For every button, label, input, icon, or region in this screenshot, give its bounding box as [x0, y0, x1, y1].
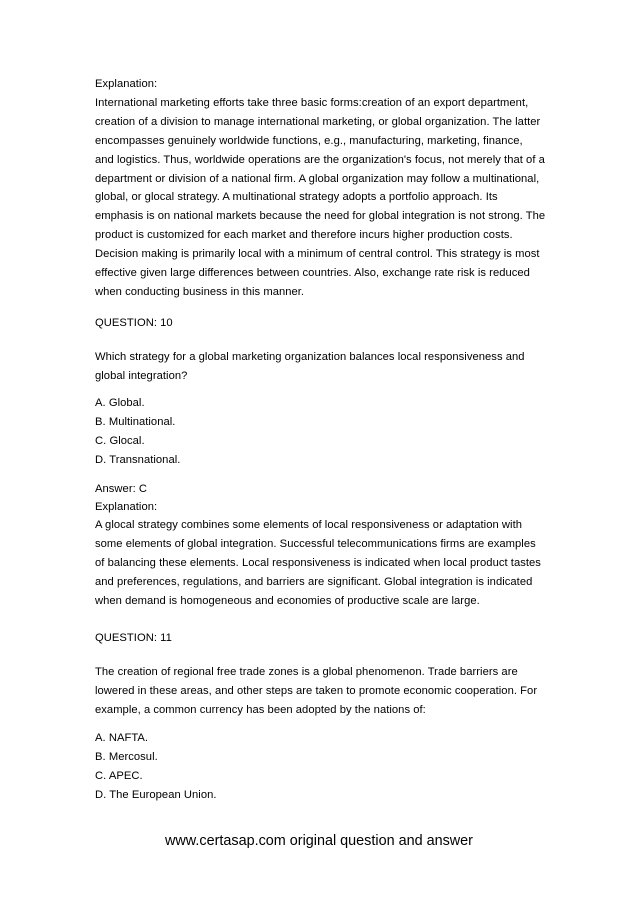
question-text-line: lowered in these areas, and other steps are taken to promote economic cooperation. For — [95, 685, 538, 697]
question-heading: QUESTION: 10 — [95, 317, 173, 329]
question-text-line: global integration? — [95, 370, 188, 382]
question-text-line: The creation of regional free trade zones is a global phenomenon. Trade barriers are — [95, 666, 518, 678]
explanation-line: when demand is homogeneous and economies of productive scale are large. — [95, 595, 480, 607]
explanation-line: global, or glocal strategy. A multinational strategy adopts a portfolio approach. Its — [95, 191, 498, 204]
footer-text: www.certasap.com original question and answer — [165, 833, 473, 849]
explanation-line: creation of a division to manage international marketing, or global organization. The latter — [95, 115, 541, 128]
option-b: B. Multinational. — [95, 416, 176, 428]
explanation-line: encompasses genuinely worldwide functions, e.g., manufacturing, marketing, finance, — [95, 134, 523, 147]
question-text-line: Which strategy for a global marketing organization balances local responsiveness and — [95, 351, 525, 363]
explanation-line: effective given large differences between countries. Also, exchange rate risk is reduced — [95, 267, 530, 279]
explanation-line: of balancing these elements. Local responsiveness is indicated when local product tastes — [95, 557, 541, 569]
option-d: D. The European Union. — [95, 789, 217, 801]
explanation-line: and logistics. Thus, worldwide operations are the organization's focus, not merely that of a — [95, 153, 545, 166]
explanation-line: product is customized for each market and therefore incurs higher production costs. — [95, 229, 513, 242]
explanation-label: Explanation: — [95, 501, 158, 513]
explanation-line: emphasis is on national markets because the need for global integration is not strong. The — [95, 210, 546, 223]
explanation-label: Explanation: — [95, 78, 158, 90]
option-a: A. NAFTA. — [95, 732, 149, 744]
explanation-line: and preferences, regulations, and barriers are significant. Global integration is indicated — [95, 576, 533, 588]
explanation-line: International marketing efforts take three basic forms:creation of an export department, — [95, 96, 529, 109]
explanation-line: when conducting business in this manner. — [95, 285, 305, 298]
option-d: D. Transnational. — [95, 454, 181, 466]
option-b: B. Mercosul. — [95, 751, 158, 763]
option-c: C. APEC. — [95, 770, 143, 782]
question-heading: QUESTION: 11 — [95, 632, 172, 644]
explanation-line: department or division of a national firm. A global organization may follow a multinational, — [95, 172, 540, 185]
question-text-line: example, a common currency has been adopted by the nations of: — [95, 704, 426, 716]
answer-line: Answer: C — [95, 483, 148, 495]
explanation-line: Decision making is primarily local with a minimum of central control. This strategy is most — [95, 248, 540, 261]
explanation-line: some elements of global integration. Successful telecommunications firms are examples — [95, 538, 536, 550]
option-a: A. Global. — [95, 397, 145, 409]
explanation-line: A glocal strategy combines some elements of local responsiveness or adaptation with — [95, 519, 523, 531]
option-c: C. Glocal. — [95, 435, 145, 447]
